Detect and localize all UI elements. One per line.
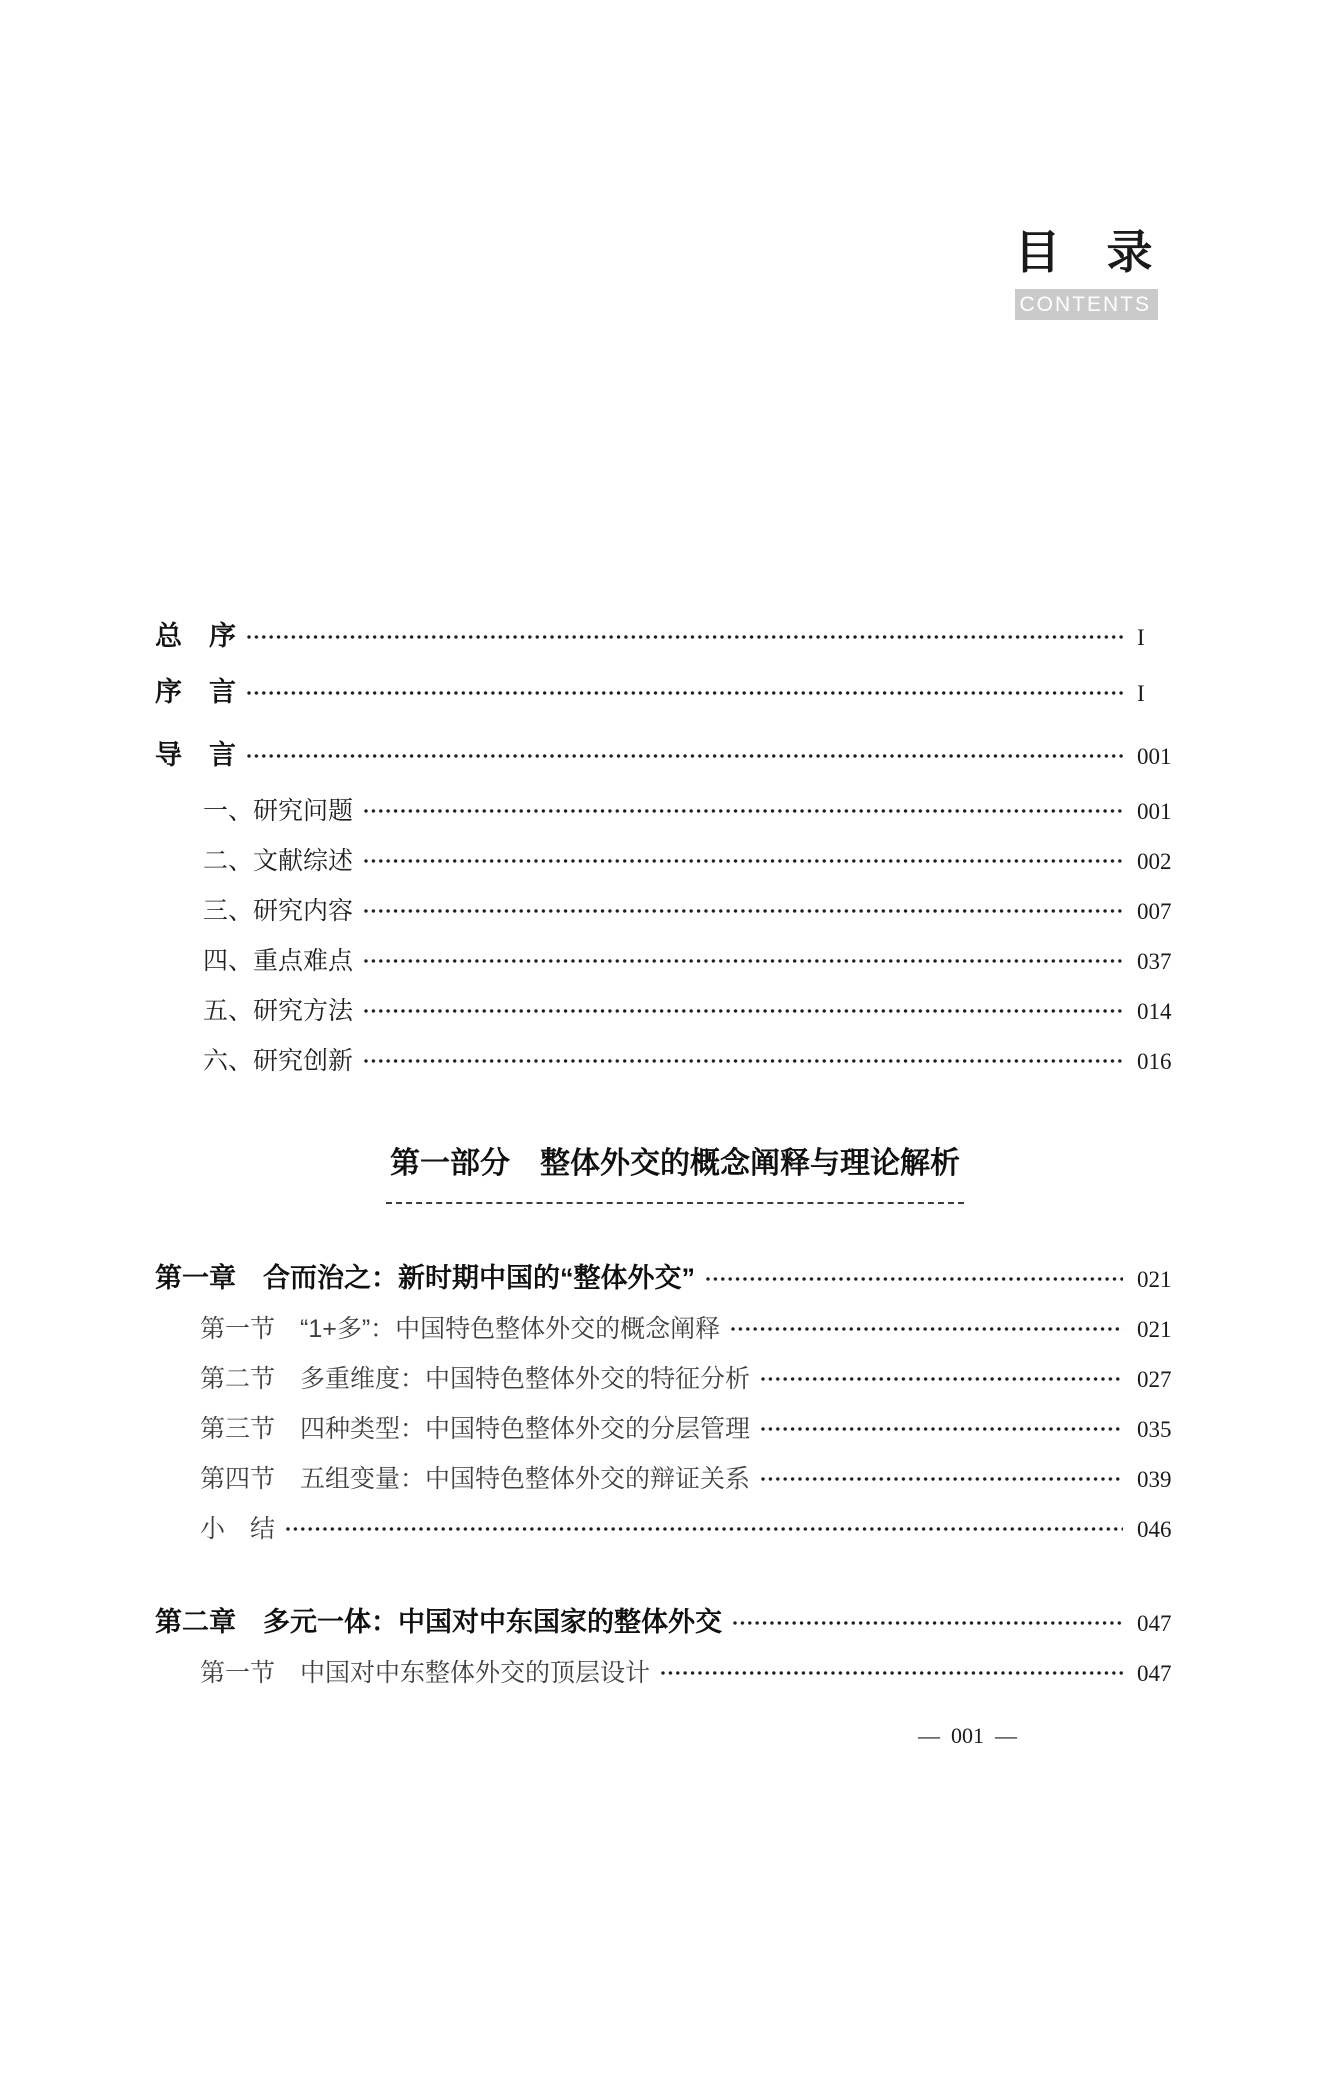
entry-label: 第一节 “1+多”：中国特色整体外交的概念阐释 [200,1315,721,1343]
toc-entry [200,1404,1195,1454]
entry-label: 三、研究内容 [203,898,354,925]
leader-dots [246,748,1123,764]
page-footer: — 001 — [918,1723,1017,1748]
page-number: 007 [1137,899,1172,924]
page-number: 001 [1137,799,1172,824]
toc-entry [203,937,1195,987]
entry-label: 六、研究创新 [203,1048,354,1075]
leader-dots [760,1471,1123,1487]
toc-entry [203,987,1195,1037]
page-number: I [1137,681,1145,706]
page-number: 035 [1137,1417,1172,1442]
page-number: 046 [1137,1517,1172,1542]
entry-label: 第三节 四种类型：中国特色整体外交的分层管理 [200,1415,751,1443]
leader-dots [246,629,1123,645]
leader-dots [363,803,1123,819]
contents-badge: CONTENTS [1015,289,1159,320]
entry-label: 总 序 [155,621,236,651]
toc-list [155,616,1195,1752]
leader-dots [760,1421,1123,1437]
toc-page [0,225,1330,2084]
toc-entry [155,672,1195,712]
entry-label: 五、研究方法 [203,998,354,1025]
toc-entry [200,1504,1195,1554]
page-number: 021 [1137,1267,1172,1292]
part-heading-wrap [155,1142,1195,1204]
toc-entry [200,1304,1195,1354]
page-number: 016 [1137,1049,1172,1074]
entry-label: 第一节 中国对中东整体外交的顶层设计 [200,1659,651,1687]
toc-entry [155,1596,1195,1648]
toc-entry [155,616,1195,656]
leader-dots [363,953,1123,969]
page-number: 027 [1137,1367,1172,1392]
leader-dots [363,903,1123,919]
leader-dots [705,1271,1123,1287]
part-heading: 第一部分 整体外交的概念阐释与理论解析 [386,1142,964,1204]
entry-label: 导 言 [155,740,236,770]
page-number: 037 [1137,949,1172,974]
toc-entry [200,1354,1195,1404]
entry-label: 第二节 多重维度：中国特色整体外交的特征分析 [200,1365,751,1393]
page-number: 047 [1137,1611,1172,1636]
leader-dots [660,1665,1123,1681]
leader-dots [363,853,1123,869]
toc-entry [155,1252,1195,1304]
page-number: 039 [1137,1467,1172,1492]
toc-entry [200,1454,1195,1504]
leader-dots [732,1615,1123,1631]
toc-entry [200,1648,1195,1698]
entry-label: 二、文献综述 [203,848,354,875]
entry-label: 第一章 合而治之：新时期中国的“整体外交” [155,1263,695,1293]
entry-label: 第四节 五组变量：中国特色整体外交的辩证关系 [200,1465,751,1493]
entry-label: 小 结 [200,1515,276,1543]
leader-dots [363,1003,1123,1019]
leader-dots [730,1321,1123,1337]
leader-dots [363,1053,1123,1069]
page-footer-wrap [155,1720,1017,1752]
leader-dots [285,1521,1123,1537]
toc-entry [155,735,1195,775]
toc-entry [203,887,1195,937]
entry-label: 序 言 [155,677,236,707]
page-header [0,225,1158,320]
page-number: 014 [1137,999,1172,1024]
toc-entry [203,1037,1195,1087]
entry-label: 第二章 多元一体：中国对中东国家的整体外交 [155,1607,722,1637]
page-number: 002 [1137,849,1172,874]
toc-entry [203,837,1195,887]
page-number: 047 [1137,1661,1172,1686]
toc-entry [203,787,1195,837]
page-number: 001 [1137,744,1172,769]
page-number: I [1137,625,1145,650]
leader-dots [246,685,1123,701]
page-number: 021 [1137,1317,1172,1342]
page-title: 目 录 [1014,227,1153,278]
entry-label: 一、研究问题 [203,798,354,825]
entry-label: 四、重点难点 [203,948,354,975]
leader-dots [760,1371,1123,1387]
